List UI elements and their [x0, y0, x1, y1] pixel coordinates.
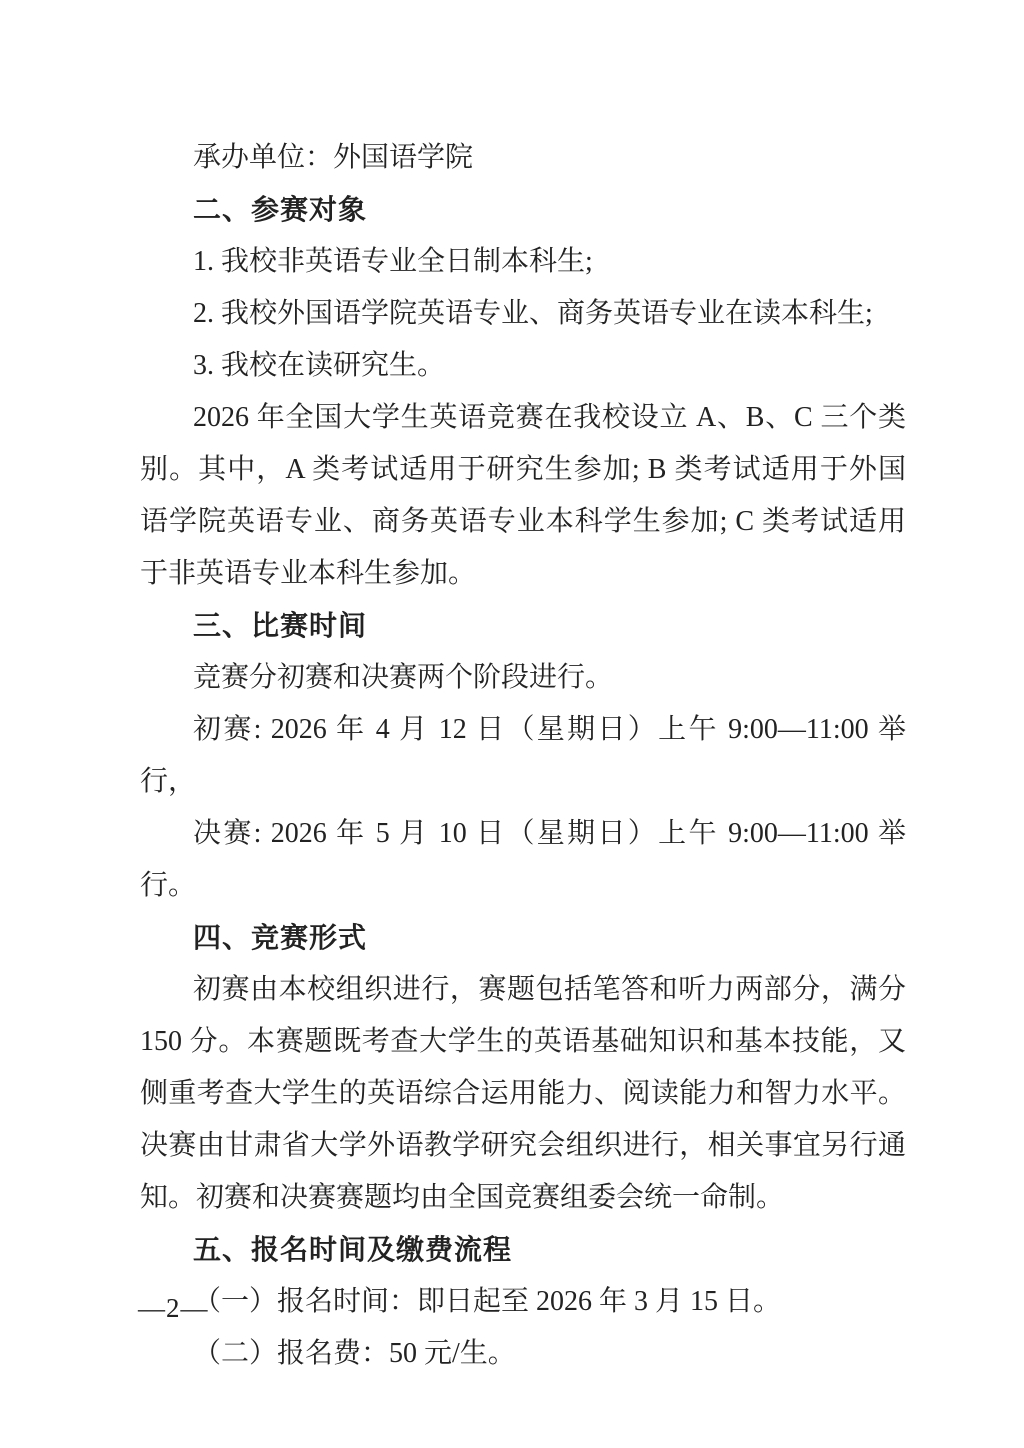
preliminary-time-line: 初赛: 2026 年 4 月 12 日（星期日）上午 9:00—11:00 举行，	[140, 714, 906, 797]
participant-item-3: 3. 我校在读研究生。	[193, 350, 446, 381]
document-body	[140, 132, 906, 1380]
category-paragraph: 2026 年全国大学生英语竞赛在我校设立 A、B、C 三个类别。其中，A 类考试适用于研究生参加; B 类考试适用于外国语学院英语专业、商务英语专业本科学生参加; C 类考试适用于非英语专业本科生参加。	[140, 402, 906, 589]
registration-time-line: （一）报名时间：即日起至 2026 年 3 月 15 日。	[193, 1286, 782, 1317]
participant-item-1: 1. 我校非英语专业全日制本科生;	[193, 246, 593, 277]
registration-fee-line: （二）报名费：50 元/生。	[193, 1338, 516, 1369]
participant-item-2: 2. 我校外国语学院英语专业、商务英语专业在读本科生;	[193, 298, 873, 329]
heading-participants: 二、参赛对象	[193, 194, 368, 225]
stage-intro-line: 竞赛分初赛和决赛两个阶段进行。	[193, 662, 614, 693]
heading-competition-time: 三、比赛时间	[193, 610, 368, 641]
organizer-line: 承办单位：外国语学院	[193, 142, 474, 173]
page-number: —2—	[138, 1293, 209, 1323]
format-paragraph: 初赛由本校组织进行，赛题包括笔答和听力两部分，满分 150 分。本赛题既考查大学生的英语基础知识和基本技能，又侧重考查大学生的英语综合运用能力、阅读能力和智力水平。决赛由甘肃省大学外语教学研究会组织进行，相关事宜另行通知。初赛和决赛赛题均由全国竞赛组委会统一命制。	[140, 974, 906, 1213]
final-time-line: 决赛: 2026 年 5 月 10 日（星期日）上午 9:00—11:00 举行。	[140, 818, 906, 901]
heading-registration: 五、报名时间及缴费流程	[193, 1234, 513, 1265]
heading-competition-format: 四、竞赛形式	[193, 922, 368, 953]
